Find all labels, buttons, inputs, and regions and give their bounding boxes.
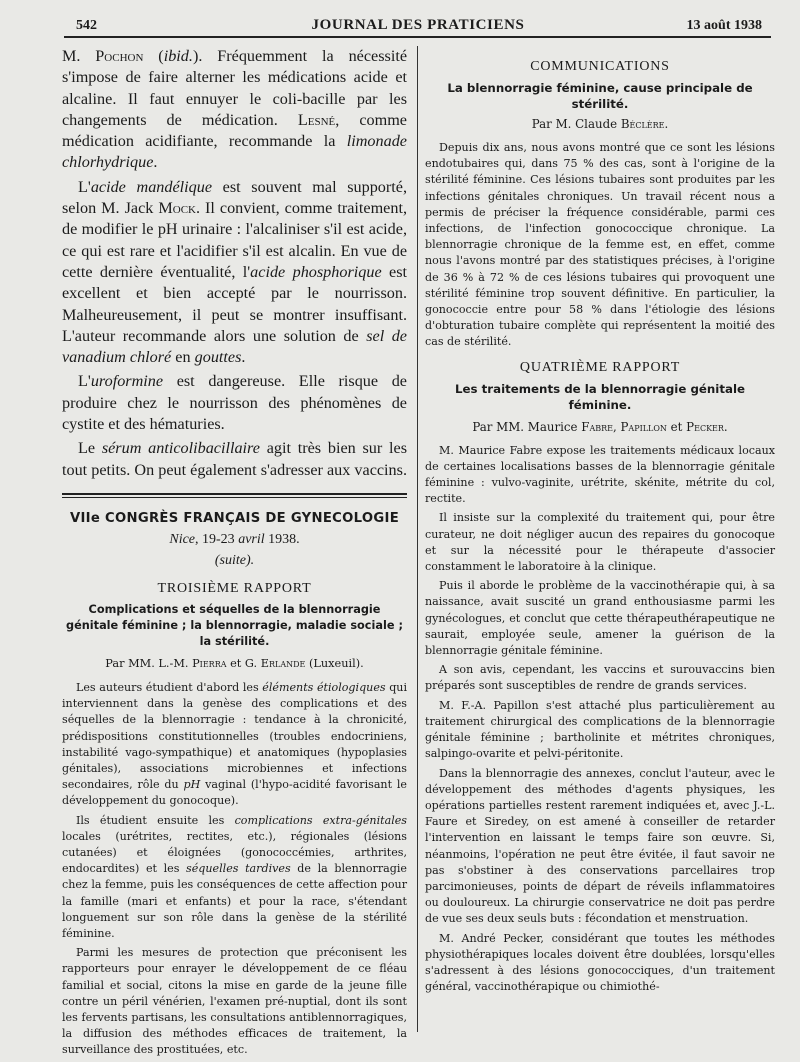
communication-byline: Par M. Claude Béclère. xyxy=(531,117,669,131)
paragraph: L'uroformine est dangereuse. Elle risque de produire chez le nourrisson des phénomènes de cystite et des hématuries. xyxy=(62,372,407,434)
journal-title: JOURNAL DES PRATICIENS xyxy=(311,17,525,33)
continued-label: (suite). xyxy=(214,552,255,568)
section-separator xyxy=(62,493,407,498)
paragraph: Puis il aborde le problème de la vaccinothérapie qui, à sa naissance, avait suscité un grand enthousiasme parmi les gynécologues, et conclut que cette thérapeuthérapeutique ne saurait, employée seule, amener la guérison de la blennorragie génitale féminine. xyxy=(425,579,775,658)
paragraph: Parmi les mesures de protection que préconisent les rapporteurs pour enrayer le développement de ce fléau familial et social, citons la mise en garde de la jeune fille contre un péril vénérien, l'examen pré-nuptial, dont ils sont les fervents partisans, les consultations antiblennorragiques, la diffusion des méthodes efficaces de traitement, la surveillance des prostituées, etc. xyxy=(62,946,407,1057)
left-column xyxy=(62,46,407,1062)
congress-heading: VIIe CONGRÈS FRANÇAIS DE GYNECOLOGIE xyxy=(69,510,400,526)
report-byline: Par MM. L.-M. Pierra et G. Erlande (Luxeuil). xyxy=(105,656,364,670)
congress-place-date: Nice, 19-23 avril 1938. xyxy=(169,531,300,547)
right-column xyxy=(425,46,775,998)
page-number: 542 xyxy=(76,18,97,33)
communication-body xyxy=(425,140,775,351)
paragraph: A son avis, cependant, les vaccins et surouvaccins bien préparés sont susceptibles de rendre de grands services. xyxy=(425,663,775,693)
paragraph: M. André Pecker, considérant que toutes les méthodes physiothérapiques locales doivent être doublées, lorsqu'elles s'adressent à des lésions gonococciques, d'un traitement général, vaccinothérapique ou chimiothé- xyxy=(425,931,775,994)
issue-date: 13 août 1938 xyxy=(686,18,762,33)
communication-title: La blennorragie féminine, cause principale de stérilité. xyxy=(447,81,753,111)
paragraph: Les auteurs étudient d'abord les éléments étiologiques qui interviennent dans la genèse des complications et des séquelles de la blennorragie : tendance à la chronicité, prédispositions constitutionnelles (troubles endocriniens, instabilité vago-sympathique) et anatomiques (hypoplasies génitales), associations microbiennes et infections secondaires, rôle du pH vaginal (l'hypo-acidité favorisant le développement du gonocoque). xyxy=(62,680,407,808)
paragraph: M. F.-A. Papillon s'est attaché plus particulièrement au traitement chirurgical des complications de la blennorragie génitale féminine ; bartholinite et métrites chroniques, salpingo-ovarite et pelvi-péritonite. xyxy=(425,698,775,761)
page-header xyxy=(62,14,774,36)
column-divider xyxy=(417,46,418,1032)
paragraph: Dans la blennorragie des annexes, conclut l'auteur, avec le développement des méthodes d'agents physiques, les opérations partielles restent rarement indiquées et, avec J.-L. Faure et Siredey, on est amené à conseiller de retarder l'intervention en laissant le temps faire son œuvre. Si, néanmoins, l'opération ne peut être évitée, il faut savoir ne pas s'obstiner à des conservations parcellaires trop parcimonieuses, points de départ de réveils inflammatoires ou douloureux. La chirurgie conservatrice ne doit pas perdre de vue ses deux seuls buts : fécondation et menstruation. xyxy=(425,766,775,926)
paragraph: Il insiste sur la complexité du traitement qui, pour être curateur, ne doit négliger aucun des repaires du gonocoque et sur la nécessité pour le thérapeute d'associer constamment le laboratoire à la clinique. xyxy=(425,511,775,574)
header-rule xyxy=(64,36,771,38)
report-byline: Par MM. Maurice Fabre, Papillon et Pecker. xyxy=(472,419,728,434)
report-subtitle: Les traitements de la blennorragie génitale féminine. xyxy=(455,381,745,412)
report-title: QUATRIÈME RAPPORT xyxy=(519,359,681,375)
paragraph: Depuis dix ans, nous avons montré que ce sont les lésions endotubaires qui, dans 75 % des cas, sont à l'origine de la stérilité féminine. Ces lésions tubaires sont produites par les infections génitales chroniques. Un travail récent nous a permis de préciser la fréquence considérable, parmi ces infections, de l'infection gonococcique chronique. La blennorragie chronique de la femme est, en effet, comme nous l'avons montré par des statistiques précises, à l'origine de 36 % à 72 % de ces lésions tubaires qui provoquent une stérilité féminine trop souvent définitive. En particulier, la gonococcie entre pour 58 % dans l'étiologie des lésions d'obturation tubaire complète qui représentent la moitié des cas de stérilité. xyxy=(425,141,775,349)
section-heading: COMMUNICATIONS xyxy=(530,59,670,74)
paragraph: L'acide mandélique est souvent mal supporté, selon M. Jack Mock. Il convient, comme traitement, de modifier le pH urinaire : l'alcaliniser s'il est acide, ce qui est rare et l'acidifier s'il est alcalin. En vue de cette dernière éventualité, l'acide phosphorique est excellent et bien accepté par le nourrisson. Malheureusement, il peut se montrer insuffisant. L'auteur recommande alors une solution de sel de vanadium chloré en gouttes. xyxy=(62,177,407,367)
paragraph: M. Maurice Fabre expose les traitements médicaux locaux de certaines localisations basses de la blennorragie génitale féminine : vulvo-vaginite, urétrite, skénite, métrite du col, rectite. xyxy=(425,443,775,506)
report-subtitle: Complications et séquelles de la blennorragie génitale féminine ; la blennorragie, maladie sociale ; la stérilité. xyxy=(66,602,403,648)
paragraph: M. Pochon (ibid.). Fréquemment la nécessité s'impose de faire alterner les médications acide et alcaline. Il faut ennuyer le coli-bacille par les changements de médication. Lesné, comme médication acidifiante, recommande la limonade chlorhydrique. xyxy=(62,47,407,172)
report-body xyxy=(425,443,775,996)
report-title: TROISIÈME RAPPORT xyxy=(157,580,312,596)
report-body xyxy=(62,680,407,1059)
paragraph: Le sérum anticolibacillaire agit très bien sur les tout petits. On peut également s'adresser aux vaccins. xyxy=(62,439,407,479)
article-continuation xyxy=(62,46,407,481)
paragraph: Ils étudient ensuite les complications extra-génitales locales (urétrites, rectites, etc.), régionales (lésions cutanées) et éloignées (gonococcémies, arthrites, endocardites) et les séquelles tardives de la blennorragie chez la femme, puis les conséquences de cette affection pour la famille (mari et enfants) et pour la race, s'étendant longuement sur son rôle dans la genèse de la stérilité féminine. xyxy=(62,813,407,940)
